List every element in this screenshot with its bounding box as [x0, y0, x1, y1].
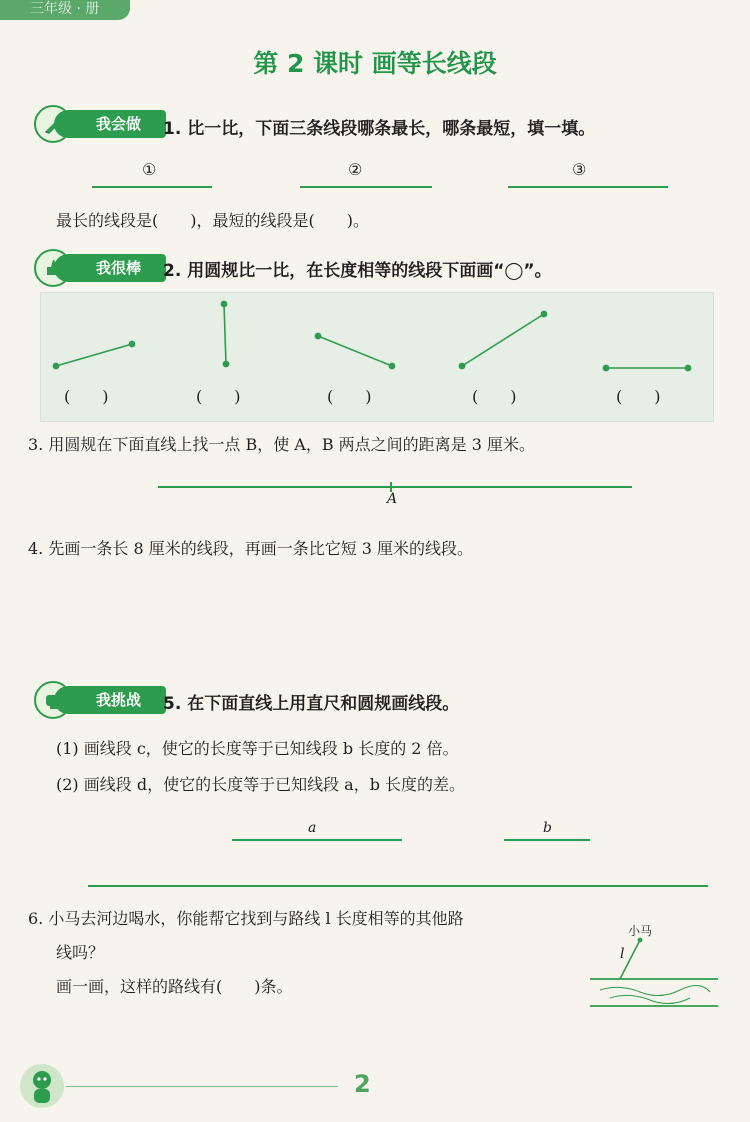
- marker-1: ①: [142, 160, 157, 179]
- q2-blank-2[interactable]: ( ): [196, 387, 241, 406]
- badge-label: 我挑战: [54, 686, 166, 714]
- footer-rule: [66, 1086, 338, 1087]
- q2-blank-5[interactable]: ( ): [616, 387, 661, 406]
- q6-line3: 画一画，这样的路线有( )条。: [56, 977, 293, 996]
- horse-label: 小马: [628, 924, 653, 938]
- marker-2: ②: [348, 160, 363, 179]
- q2-title: 2. 用圆规比一比，在长度相等的线段下面画“◯”。: [163, 261, 552, 281]
- segment-a-label: a: [308, 820, 317, 836]
- page-number: 2: [354, 1070, 371, 1098]
- segment-b: [504, 839, 590, 841]
- badge-label: 我很棒: [54, 254, 166, 282]
- segment-b-label: b: [543, 820, 552, 836]
- mascot-icon: [20, 1064, 64, 1108]
- q1-title: 1. 比一比，下面三条线段哪条最长，哪条最短，填一填。: [163, 119, 596, 139]
- q5-title: 5. 在下面直线上用直尺和圆规画线段。: [163, 694, 460, 714]
- river-diagram: [590, 932, 720, 1012]
- q5-part1: (1) 画线段 c，使它的长度等于已知线段 b 长度的 2 倍。: [56, 739, 459, 758]
- segment-a: [232, 839, 402, 841]
- q4-title: 4. 先画一条长 8 厘米的线段，再画一条比它短 3 厘米的线段。: [28, 539, 474, 558]
- q6-line1: 6. 小马去河边喝水，你能帮它找到与路线 l 长度相等的其他路: [28, 909, 464, 928]
- q3-line: [158, 486, 632, 488]
- header-tab: 三年级 · 册: [0, 0, 130, 20]
- q3-title: 3. 用圆规在下面直线上找一点 B，使 A，B 两点之间的距离是 3 厘米。: [28, 435, 536, 454]
- q2-blank-4[interactable]: ( ): [472, 387, 517, 406]
- drawing-baseline: [88, 885, 708, 887]
- q6-line2: 线吗？: [56, 943, 105, 962]
- q2-blank-3[interactable]: ( ): [327, 387, 372, 406]
- q2-segments: [40, 292, 712, 420]
- lesson-title: 第 2 课时 画等长线段: [253, 49, 497, 78]
- badge-label: 我会做: [54, 110, 166, 138]
- marker-3: ③: [572, 160, 587, 179]
- segment-1: [92, 186, 212, 188]
- point-a-label: A: [387, 491, 398, 507]
- q5-part2: (2) 画线段 d，使它的长度等于已知线段 a，b 长度的差。: [56, 775, 466, 794]
- segment-2: [300, 186, 432, 188]
- q1-answer-line: 最长的线段是( )，最短的线段是( )。: [56, 211, 369, 230]
- route-label: l: [620, 946, 625, 962]
- q2-blank-1[interactable]: ( ): [64, 387, 109, 406]
- segment-3: [508, 186, 668, 188]
